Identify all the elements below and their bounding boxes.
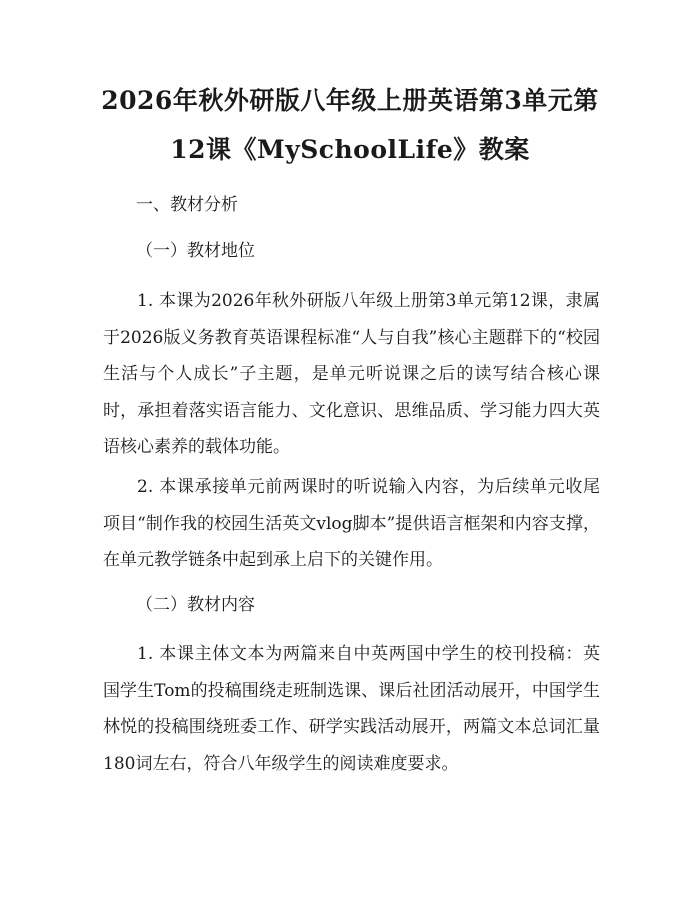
document-title-line2: 12课《MySchoolLife》教案	[170, 135, 530, 164]
paragraph-content-1: 1. 本课主体文本为两篇来自中英两国中学生的校刊投稿：英国学生Tom的投稿围绕走班制选课、课后社团活动展开，中国学生林悦的投稿围绕班委工作、研学实践活动展开，两篇文本总词汇量180词左右，符合八年级学生的阅读难度要求。	[103, 644, 600, 774]
paragraph-status-1: 1. 本课为2026年秋外研版八年级上册第3单元第12课，隶属于2026版义务教育英语课程标准“人与自我”核心主题群下的“校园生活与个人成长”子主题，是单元听说课之后的读写结合核心课时，承担着落实语言能力、文化意识、思维品质、学习能力四大英语核心素养的载体功能。	[103, 291, 600, 457]
subsection-heading-material-content: （二）教材内容	[136, 595, 255, 615]
paragraph-status-2: 2. 本课承接单元前两课时的听说输入内容，为后续单元收尾项目“制作我的校园生活英文vlog脚本”提供语言框架和内容支撑，在单元教学链条中起到承上启下的关键作用。	[103, 477, 600, 570]
section-heading-materials-analysis: 一、教材分析	[136, 195, 238, 215]
subsection-heading-material-status: （一）教材地位	[136, 241, 255, 261]
document-title-line1: 2026年秋外研版八年级上册英语第3单元第	[101, 86, 599, 115]
